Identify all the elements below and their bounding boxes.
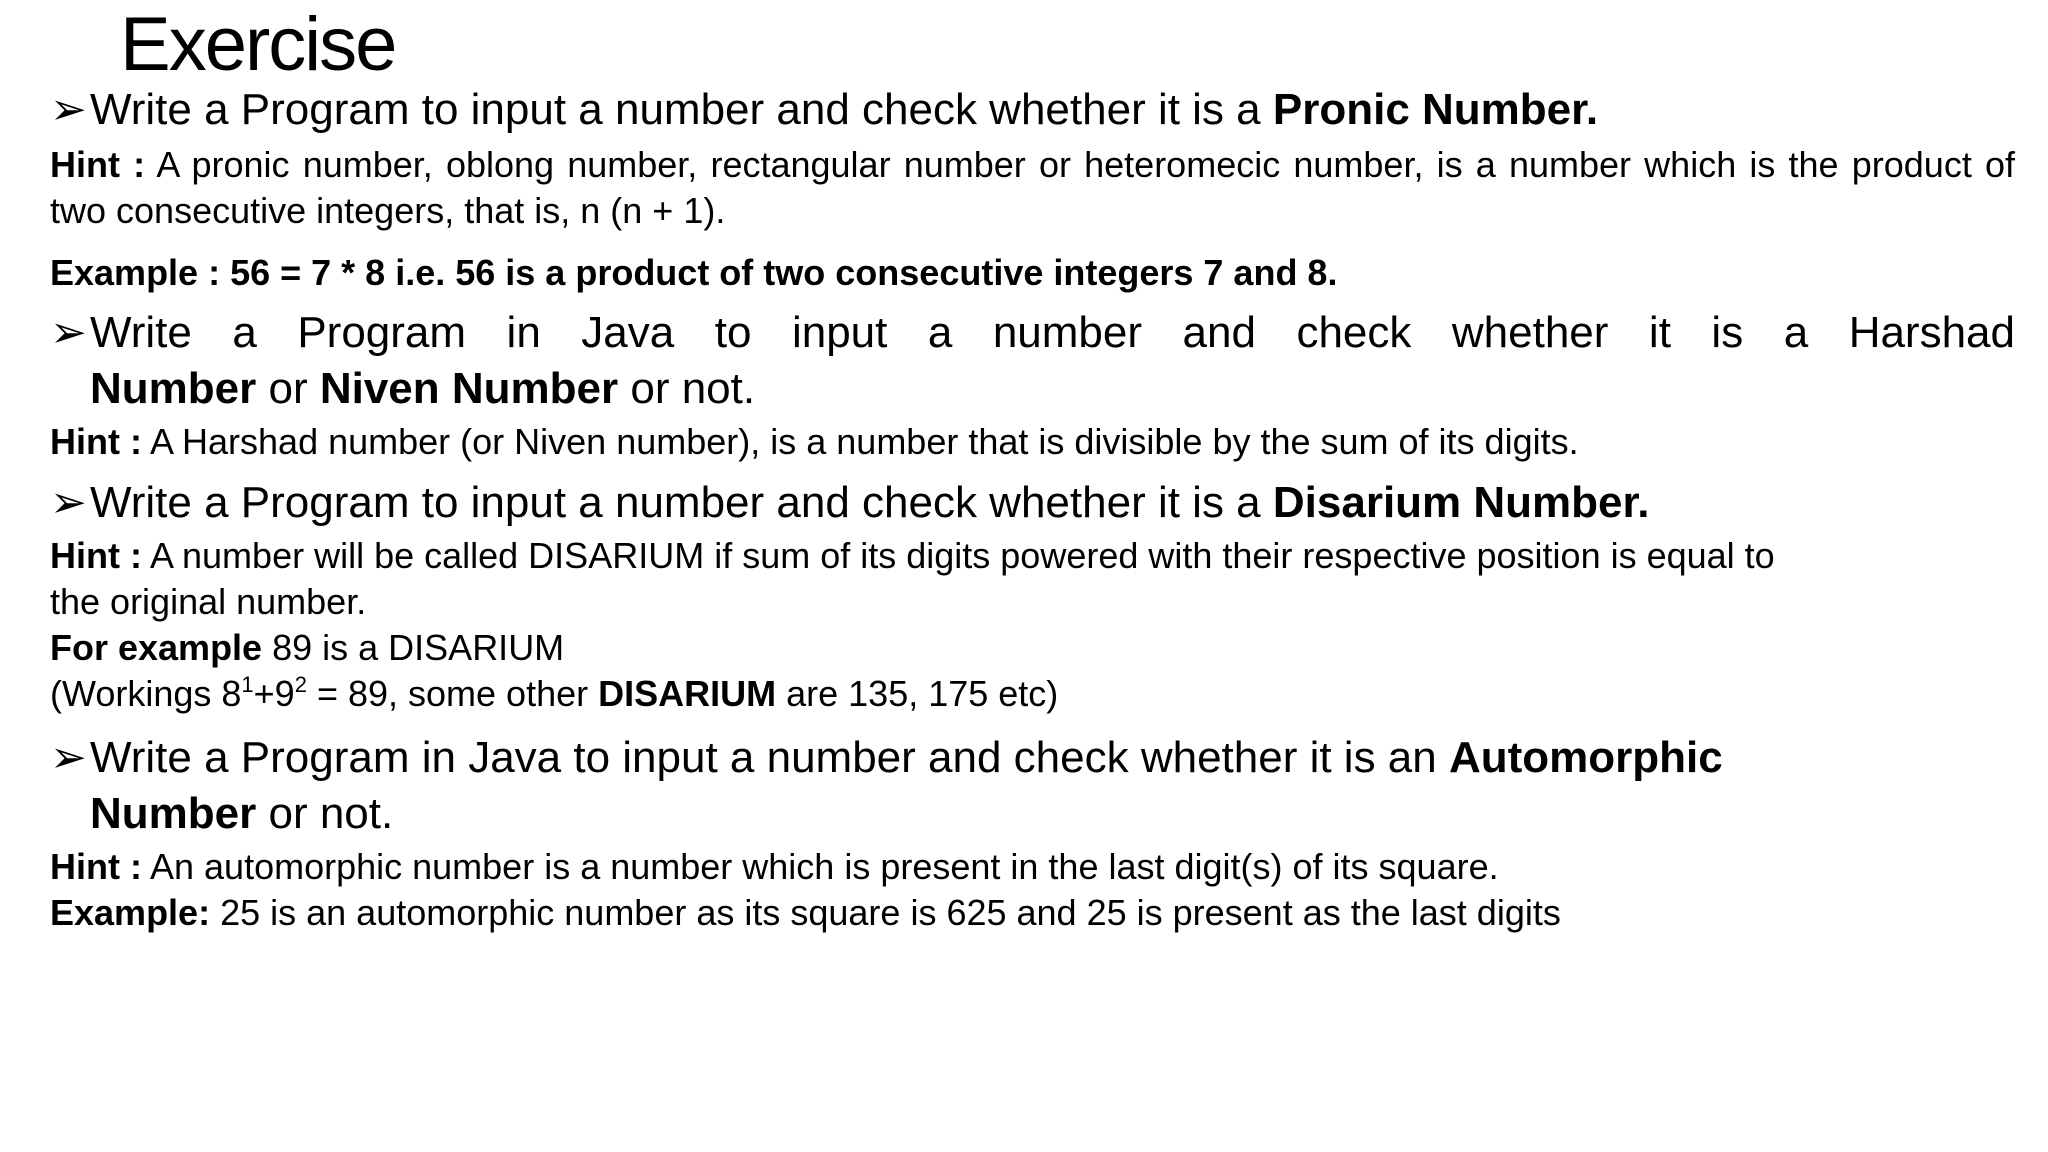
question-text: or (256, 364, 320, 413)
arrow-bullet-icon: ➢ (50, 478, 87, 527)
workings-line (50, 671, 2015, 717)
example-text: 25 is an automorphic number as its square is 625 and 25 is present as the last digits (210, 892, 1561, 933)
question-line-1: Write a Program in Java to input a number and check whether it is a Harshad (90, 308, 2015, 357)
workings-text: = 89, some other (306, 673, 599, 714)
question-text: Write a Program in Java to input a number and check whether it is an (90, 733, 1449, 782)
hint-line-2: the original number. (50, 581, 367, 622)
exercise-item-disarium (50, 475, 2015, 717)
question-text: Write a Program to input a number and check whether it is a (90, 478, 1273, 527)
example-text: 89 is a DISARIUM (262, 627, 565, 668)
exercise-question (50, 730, 2015, 786)
hint-text: A number will be called DISARIUM if sum of its digits powered with their respective position is equal to (141, 535, 1775, 576)
hint-text: A Harshad number (or Niven number), is a number that is divisible by the sum of its digits. (141, 421, 1579, 462)
exercise-question-cont (50, 361, 2015, 417)
exercise-question (50, 82, 2015, 138)
question-bold: Pronic Number. (1272, 85, 1599, 134)
hint-paragraph (50, 533, 2015, 579)
question-text: or not. (618, 364, 756, 413)
exercise-question (50, 475, 2015, 531)
hint-paragraph (50, 419, 2015, 465)
question-bold: Disarium Number. (1272, 478, 1650, 527)
hint-paragraph (50, 142, 2015, 234)
question-bold: Niven Number (319, 364, 619, 413)
arrow-bullet-icon: ➢ (50, 733, 87, 782)
example-label: Example: (50, 892, 211, 933)
example-line (50, 625, 2015, 671)
workings-text: +9 (253, 673, 295, 714)
exercise-question-cont (50, 786, 2015, 842)
question-bold: Number (90, 364, 257, 413)
question-text: or not. (256, 789, 394, 838)
hint-label: Hint : (50, 144, 146, 185)
example-text: Example : 56 = 7 * 8 i.e. 56 is a product of two consecutive integers 7 and 8. (50, 252, 1338, 293)
question-bold: Automorphic (1448, 733, 1723, 782)
arrow-bullet-icon: ➢ (50, 85, 87, 134)
example-line (50, 890, 2015, 936)
exercise-question (50, 305, 2015, 361)
hint-text: An automorphic number is a number which is present in the last digit(s) of its square. (141, 846, 1499, 887)
workings-text: are 135, 175 etc) (776, 673, 1059, 714)
exercise-item-automorphic (50, 730, 2015, 936)
hint-label: Hint : (50, 846, 142, 887)
hint-paragraph (50, 844, 2015, 890)
exercise-item-harshad (50, 305, 2015, 465)
hint-label: Hint : (50, 535, 142, 576)
workings-text: (Workings 8 (50, 673, 242, 714)
exercise-item-pronic (50, 82, 2015, 296)
superscript: 2 (294, 672, 307, 697)
hint-label: Hint : (50, 421, 142, 462)
superscript: 1 (241, 672, 254, 697)
workings-bold: DISARIUM (598, 673, 777, 714)
question-bold: Number (90, 789, 257, 838)
slide-title: Exercise (120, 2, 396, 87)
question-text: Write a Program to input a number and check whether it is a (90, 85, 1273, 134)
arrow-bullet-icon: ➢ (50, 308, 87, 357)
example-label: For example (50, 627, 263, 668)
hint-text: A pronic number, oblong number, rectangular number or heteromecic number, is a number which is the product of two consecutive integers, that is, n (n + 1). (50, 144, 2016, 231)
